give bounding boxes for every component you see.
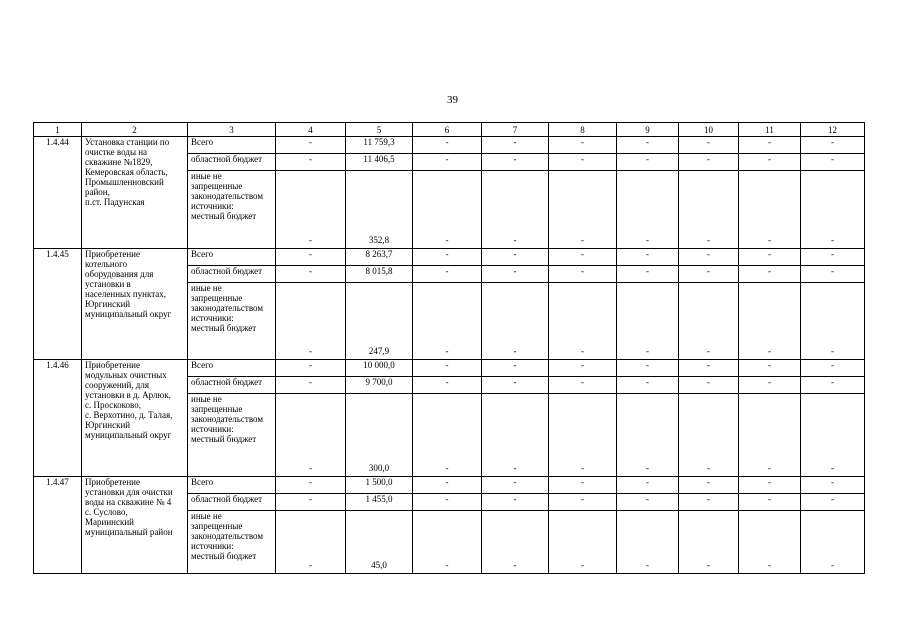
value-cell: - [617,360,679,377]
value-cell: - [679,283,739,360]
value-cell: - [739,477,801,494]
funding-source: иные не запрещенные законодательством источники: местный бюджет [188,394,276,477]
value-cell: - [739,137,801,154]
value-cell: - [617,494,679,511]
value-cell: - [413,137,482,154]
value-cell: - [276,283,346,360]
value-cell: - [549,477,617,494]
value-cell: - [801,494,865,511]
budget-table [33,122,865,574]
value-cell: - [617,394,679,477]
column-header: 10 [679,123,739,137]
item-name: Приобретение установки для очистки воды на скважине № 4 с. Суслово, Мариинский муниципальный район [82,477,188,574]
value-cell: 9 700,0 [346,377,413,394]
funding-source: областной бюджет [188,494,276,511]
value-cell: - [739,377,801,394]
value-cell: - [739,154,801,171]
value-cell: - [679,394,739,477]
value-cell: - [679,137,739,154]
funding-source: Всего [188,249,276,266]
value-cell: - [739,494,801,511]
value-cell: - [549,511,617,574]
value-cell: - [276,394,346,477]
value-cell: 45,0 [346,511,413,574]
value-cell: - [617,154,679,171]
value-cell: - [482,377,549,394]
value-cell: - [679,494,739,511]
value-cell: - [482,154,549,171]
column-header: 5 [346,123,413,137]
value-cell: - [549,137,617,154]
value-cell: 8 015,8 [346,266,413,283]
value-cell: - [801,360,865,377]
value-cell: - [617,249,679,266]
value-cell: - [679,171,739,249]
value-cell: - [801,377,865,394]
value-cell: - [679,377,739,394]
column-header: 11 [739,123,801,137]
column-header: 4 [276,123,346,137]
funding-source: иные не запрещенные законодательством источники: местный бюджет [188,283,276,360]
item-code: 1.4.44 [34,137,82,249]
value-cell: - [801,266,865,283]
value-cell: - [276,154,346,171]
value-cell: - [549,266,617,283]
value-cell: - [679,266,739,283]
value-cell: - [617,266,679,283]
value-cell: - [413,249,482,266]
value-cell: - [617,477,679,494]
value-cell: - [679,477,739,494]
value-cell: 1 500,0 [346,477,413,494]
column-header: 2 [82,123,188,137]
value-cell: - [482,283,549,360]
value-cell: - [617,283,679,360]
value-cell: - [617,511,679,574]
value-cell: - [679,154,739,171]
value-cell: - [413,394,482,477]
column-header: 7 [482,123,549,137]
value-cell: - [276,511,346,574]
value-cell: 247,9 [346,283,413,360]
column-header: 12 [801,123,865,137]
value-cell: - [617,171,679,249]
value-cell: - [739,283,801,360]
column-header: 1 [34,123,82,137]
value-cell: - [276,477,346,494]
table-row [34,249,865,266]
value-cell: - [801,477,865,494]
value-cell: - [679,249,739,266]
column-header-row [34,123,865,137]
value-cell: - [413,494,482,511]
value-cell: - [739,394,801,477]
value-cell: - [276,360,346,377]
value-cell: - [413,477,482,494]
value-cell: - [413,266,482,283]
value-cell: - [413,154,482,171]
value-cell: 11 759,3 [346,137,413,154]
value-cell: - [801,171,865,249]
funding-source: иные не запрещенные законодательством источники: местный бюджет [188,171,276,249]
value-cell: - [276,266,346,283]
item-code: 1.4.45 [34,249,82,360]
value-cell: - [413,377,482,394]
funding-source: областной бюджет [188,266,276,283]
item-name: Приобретение модульных очистных сооружений, для установки в д. Арлюк, с. Проскоково, с. Верхотино, д. Талая, Юргинский муниципальный округ [82,360,188,477]
value-cell: - [276,137,346,154]
value-cell: - [801,511,865,574]
value-cell: - [276,249,346,266]
page-number: 39 [447,94,458,106]
value-cell: - [801,283,865,360]
item-name: Установка станции по очистке воды на скважине №1829, Кемеровская область, Промышленновский район, п.ст. Падунская [82,137,188,249]
table-row [34,137,865,154]
value-cell: - [549,377,617,394]
funding-source: областной бюджет [188,377,276,394]
value-cell: - [739,249,801,266]
value-cell: - [482,360,549,377]
funding-source: Всего [188,360,276,377]
value-cell: - [679,511,739,574]
value-cell: - [739,171,801,249]
value-cell: - [739,266,801,283]
value-cell: - [482,477,549,494]
column-header: 6 [413,123,482,137]
funding-source: Всего [188,137,276,154]
funding-source: областной бюджет [188,154,276,171]
value-cell: - [617,377,679,394]
value-cell: - [801,137,865,154]
value-cell: - [549,249,617,266]
column-header: 8 [549,123,617,137]
value-cell: - [482,171,549,249]
value-cell: - [276,171,346,249]
value-cell: - [413,511,482,574]
column-header: 9 [617,123,679,137]
value-cell: 1 455,0 [346,494,413,511]
value-cell: 10 000,0 [346,360,413,377]
value-cell: - [801,249,865,266]
value-cell: - [482,394,549,477]
value-cell: 352,8 [346,171,413,249]
value-cell: - [549,360,617,377]
value-cell: - [482,494,549,511]
item-code: 1.4.47 [34,477,82,574]
column-header: 3 [188,123,276,137]
value-cell: - [549,171,617,249]
value-cell: - [801,394,865,477]
item-code: 1.4.46 [34,360,82,477]
value-cell: - [482,249,549,266]
value-cell: - [413,360,482,377]
value-cell: - [549,494,617,511]
value-cell: - [679,360,739,377]
value-cell: - [276,494,346,511]
value-cell: - [801,154,865,171]
value-cell: - [739,360,801,377]
value-cell: 8 263,7 [346,249,413,266]
value-cell: - [739,511,801,574]
value-cell: - [617,137,679,154]
value-cell: - [413,171,482,249]
value-cell: - [482,511,549,574]
value-cell: - [482,266,549,283]
funding-source: иные не запрещенные законодательством источники: местный бюджет [188,511,276,574]
value-cell: 300,0 [346,394,413,477]
value-cell: - [276,377,346,394]
value-cell: - [549,283,617,360]
value-cell: - [482,137,549,154]
value-cell: - [413,283,482,360]
value-cell: 11 406,5 [346,154,413,171]
table-row [34,477,865,494]
value-cell: - [549,154,617,171]
item-name: Приобретение котельного оборудования для установки в населенных пунктах, Юргинский муниципальный округ [82,249,188,360]
value-cell: - [549,394,617,477]
funding-source: Всего [188,477,276,494]
table-row [34,360,865,377]
